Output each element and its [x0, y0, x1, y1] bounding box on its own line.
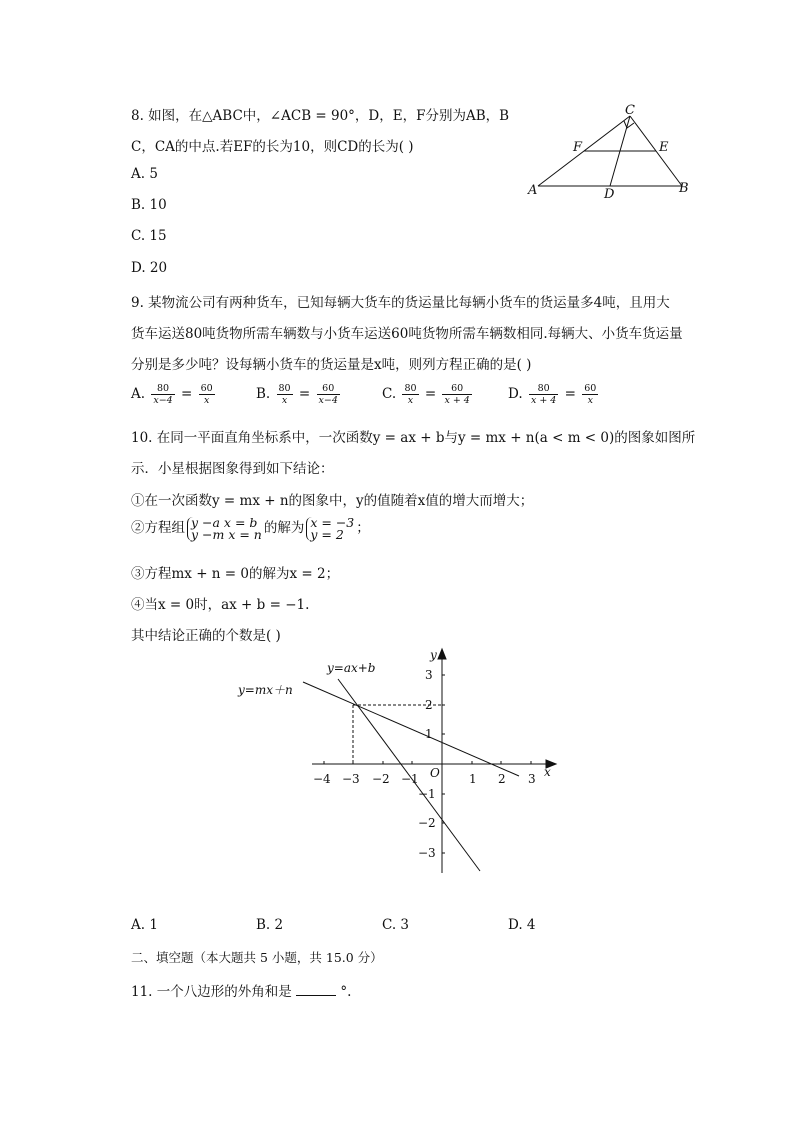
q10-option-c: C. 3: [382, 917, 410, 933]
q8-stem-line2: C，CA的中点.若EF的长为10，则CD的长为( ): [131, 139, 414, 155]
x-tick-label: −3: [342, 772, 360, 786]
y-tick-label: −2: [418, 816, 436, 830]
y-tick-label: 2: [425, 698, 433, 712]
fig-label-e: E: [659, 140, 669, 155]
line-mx-plus-n: [303, 682, 519, 776]
y-tick-label: −3: [418, 846, 436, 860]
q10-option-b: B. 2: [256, 917, 284, 933]
q10-conclusion-4: ④当x = 0时，ax + b = −1.: [131, 597, 310, 613]
q9-stem-line3: 分别是多少吨？设每辆小货车的货运量是x吨，则列方程正确的是( ): [131, 357, 532, 373]
q8-option-a: A. 5: [131, 166, 158, 182]
fig-label-f: F: [573, 140, 583, 155]
y-tick-label: 1: [425, 727, 433, 741]
section-2-title: 二、填空题（本大题共 5 小题，共 15.0 分）: [131, 950, 383, 965]
q8-option-d: D. 20: [131, 260, 168, 276]
origin-label: O: [430, 766, 440, 780]
x-axis-label: x: [544, 765, 551, 779]
q10-option-a: A. 1: [131, 917, 158, 933]
q9-stem-line1: 9. 某物流公司有两种货车，已知每辆大货车的货运量比每辆小货车的货运量多4吨，且用大: [131, 295, 670, 311]
y-axis-label: y: [430, 648, 437, 662]
q9-option-b: B. $\frac{80}{x}$ = $\frac{60}{x-4}$: [256, 383, 338, 406]
q8-option-b: B. 10: [131, 197, 167, 213]
q10-stem-line1: 10. 在同一平面直角坐标系中，一次函数y = ax + b与y = mx + n(a < m < 0)的图象如图所: [131, 430, 696, 446]
label-mx-plus-n: y=mx＋n: [238, 683, 293, 697]
x-tick-label: 1: [469, 772, 477, 786]
q8-option-c: C. 15: [131, 228, 167, 244]
q11-answer-blank[interactable]: [296, 981, 336, 996]
fig-label-c: C: [625, 103, 635, 118]
q8-stem-line1: 8. 如图，在△ABC中，∠ACB = 90°，D，E，F分别为AB，B: [131, 108, 510, 124]
q9-stem-line2: 货车运送80吨货物所需车辆数与小货车运送60吨货物所需车辆数相同.每辆大、小货车货运量: [131, 326, 683, 342]
y-tick-label: 3: [425, 668, 433, 682]
q10-conclusion-3: ③方程mx + n = 0的解为x = 2；: [131, 566, 340, 582]
x-tick-label: −2: [372, 772, 390, 786]
q10-option-d: D. 4: [508, 917, 536, 933]
q10-conclusion-1: ①在一次函数y = mx + n的图象中，y的值随着x值的增大而增大；: [131, 493, 534, 509]
q10-stem-line2: 示．小星根据图象得到如下结论：: [131, 461, 334, 477]
fig-label-a: A: [528, 183, 538, 198]
label-ax-plus-b: y=ax+b: [327, 661, 376, 675]
x-tick-label: −4: [313, 772, 331, 786]
q10-coordinate-graph: [230, 645, 570, 880]
fig-label-b: B: [679, 181, 689, 196]
q9-option-a: A. $\frac{80}{x-4}$ = $\frac{60}{x}$: [131, 383, 213, 406]
y-tick-label: −1: [418, 787, 436, 801]
q9-option-c: C. $\frac{80}{x}$ = $\frac{60}{x + 4}$: [382, 383, 470, 406]
x-tick-label: 2: [498, 772, 506, 786]
q8-triangle-figure: [520, 100, 700, 205]
fig-label-d: D: [604, 187, 615, 202]
q9-option-d: D. $\frac{80}{x + 4}$ = $\frac{60}{x}$: [508, 383, 597, 406]
x-tick-label: 3: [528, 772, 536, 786]
x-tick-label: −1: [401, 772, 419, 786]
q11-stem: 11. 一个八边形的外角和是 °.: [131, 980, 351, 1000]
q10-question: 其中结论正确的个数是( ): [131, 628, 281, 644]
q10-conclusion-2: ②方程组 y −a x = b y −m x = n 的解为 x = −3 y = 2 ；: [131, 514, 370, 542]
